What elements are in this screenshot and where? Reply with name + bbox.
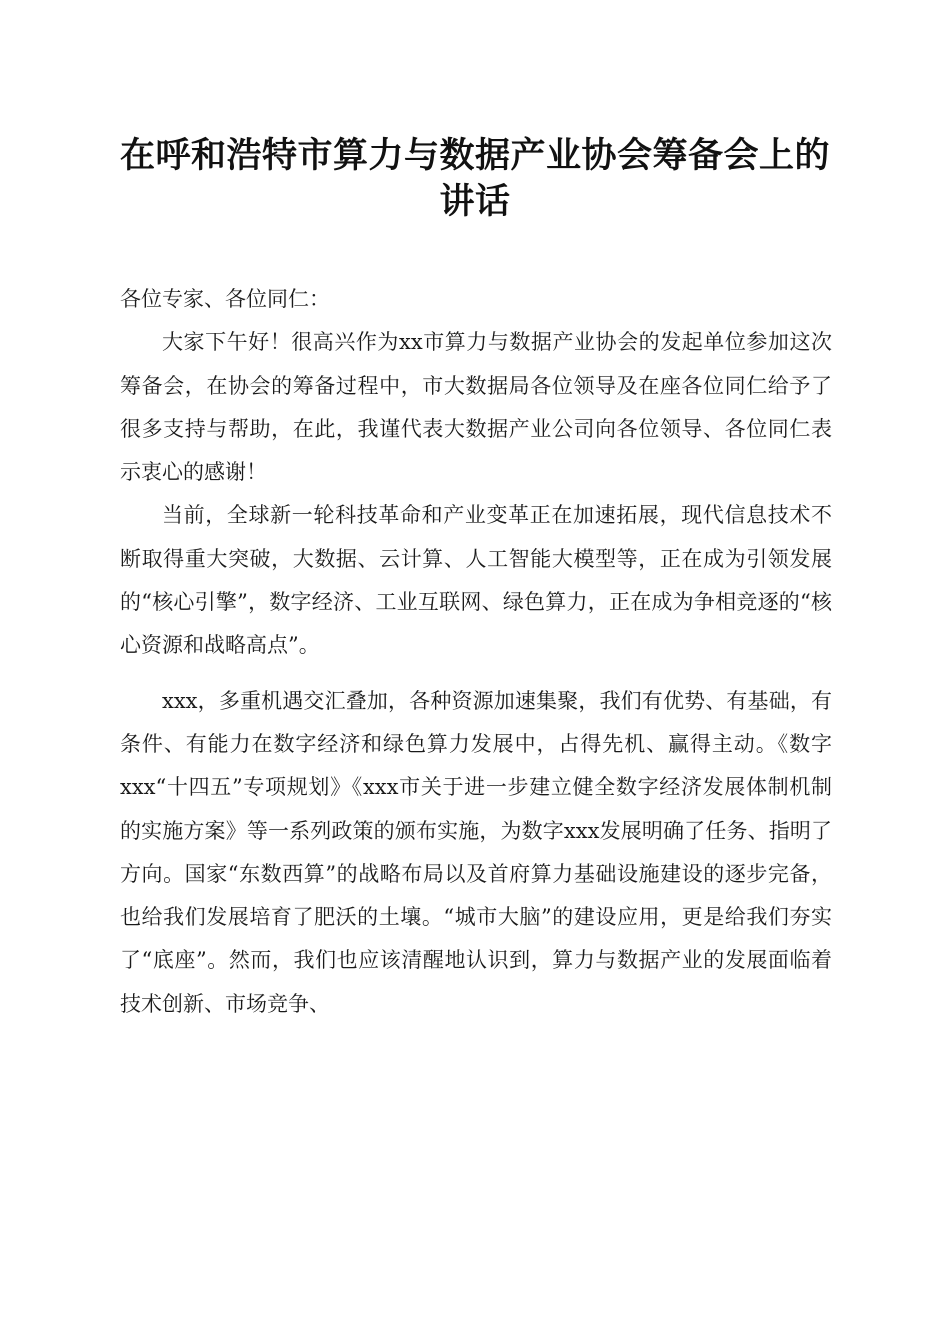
paragraph-1: 大家下午好！很高兴作为xx市算力与数据产业协会的发起单位参加这次筹备会，在协会的筹备过程中，市大数据局各位领导及在座各位同仁给予了很多支持与帮助，在此，我谨代表大数据产业公司向各位领导、各位同仁表示衷心的感谢！ xyxy=(120,330,832,485)
title-line-1: 在呼和浩特市算力与数据产业协会筹备会上的 xyxy=(119,135,830,176)
document-title xyxy=(100,133,850,225)
document-body xyxy=(120,278,832,1026)
title-line-2: 讲话 xyxy=(439,181,511,222)
paragraph-3: xxx，多重机遇交汇叠加，各种资源加速集聚，我们有优势、有基础，有条件、有能力在数字经济和绿色算力发展中，占得先机、赢得主动。《数字xxx“十四五”专项规划》《xxx市关于进一步建立健全数字经济发展体制机制的实施方案》等一系列政策的颁布实施，为数字xxx发展明确了任务、指明了方向。国家“东数西算”的战略布局以及首府算力基础设施建设的逐步完备，也给我们发展培育了肥沃的土壤。“城市大脑”的建设应用，更是给我们夯实了“底座”。然而，我们也应该清醒地认识到，算力与数据产业的发展面临着技术创新、市场竞争、 xyxy=(120,688,832,1016)
paragraph-2: 当前，全球新一轮科技革命和产业变革正在加速拓展，现代信息技术不断取得重大突破，大数据、云计算、人工智能大模型等，正在成为引领发展的“核心引擎”，数字经济、工业互联网、绿色算力，正在成为争相竞逐的“核心资源和战略高点”。 xyxy=(120,503,832,658)
greeting: 各位专家、各位同仁： xyxy=(120,287,330,311)
